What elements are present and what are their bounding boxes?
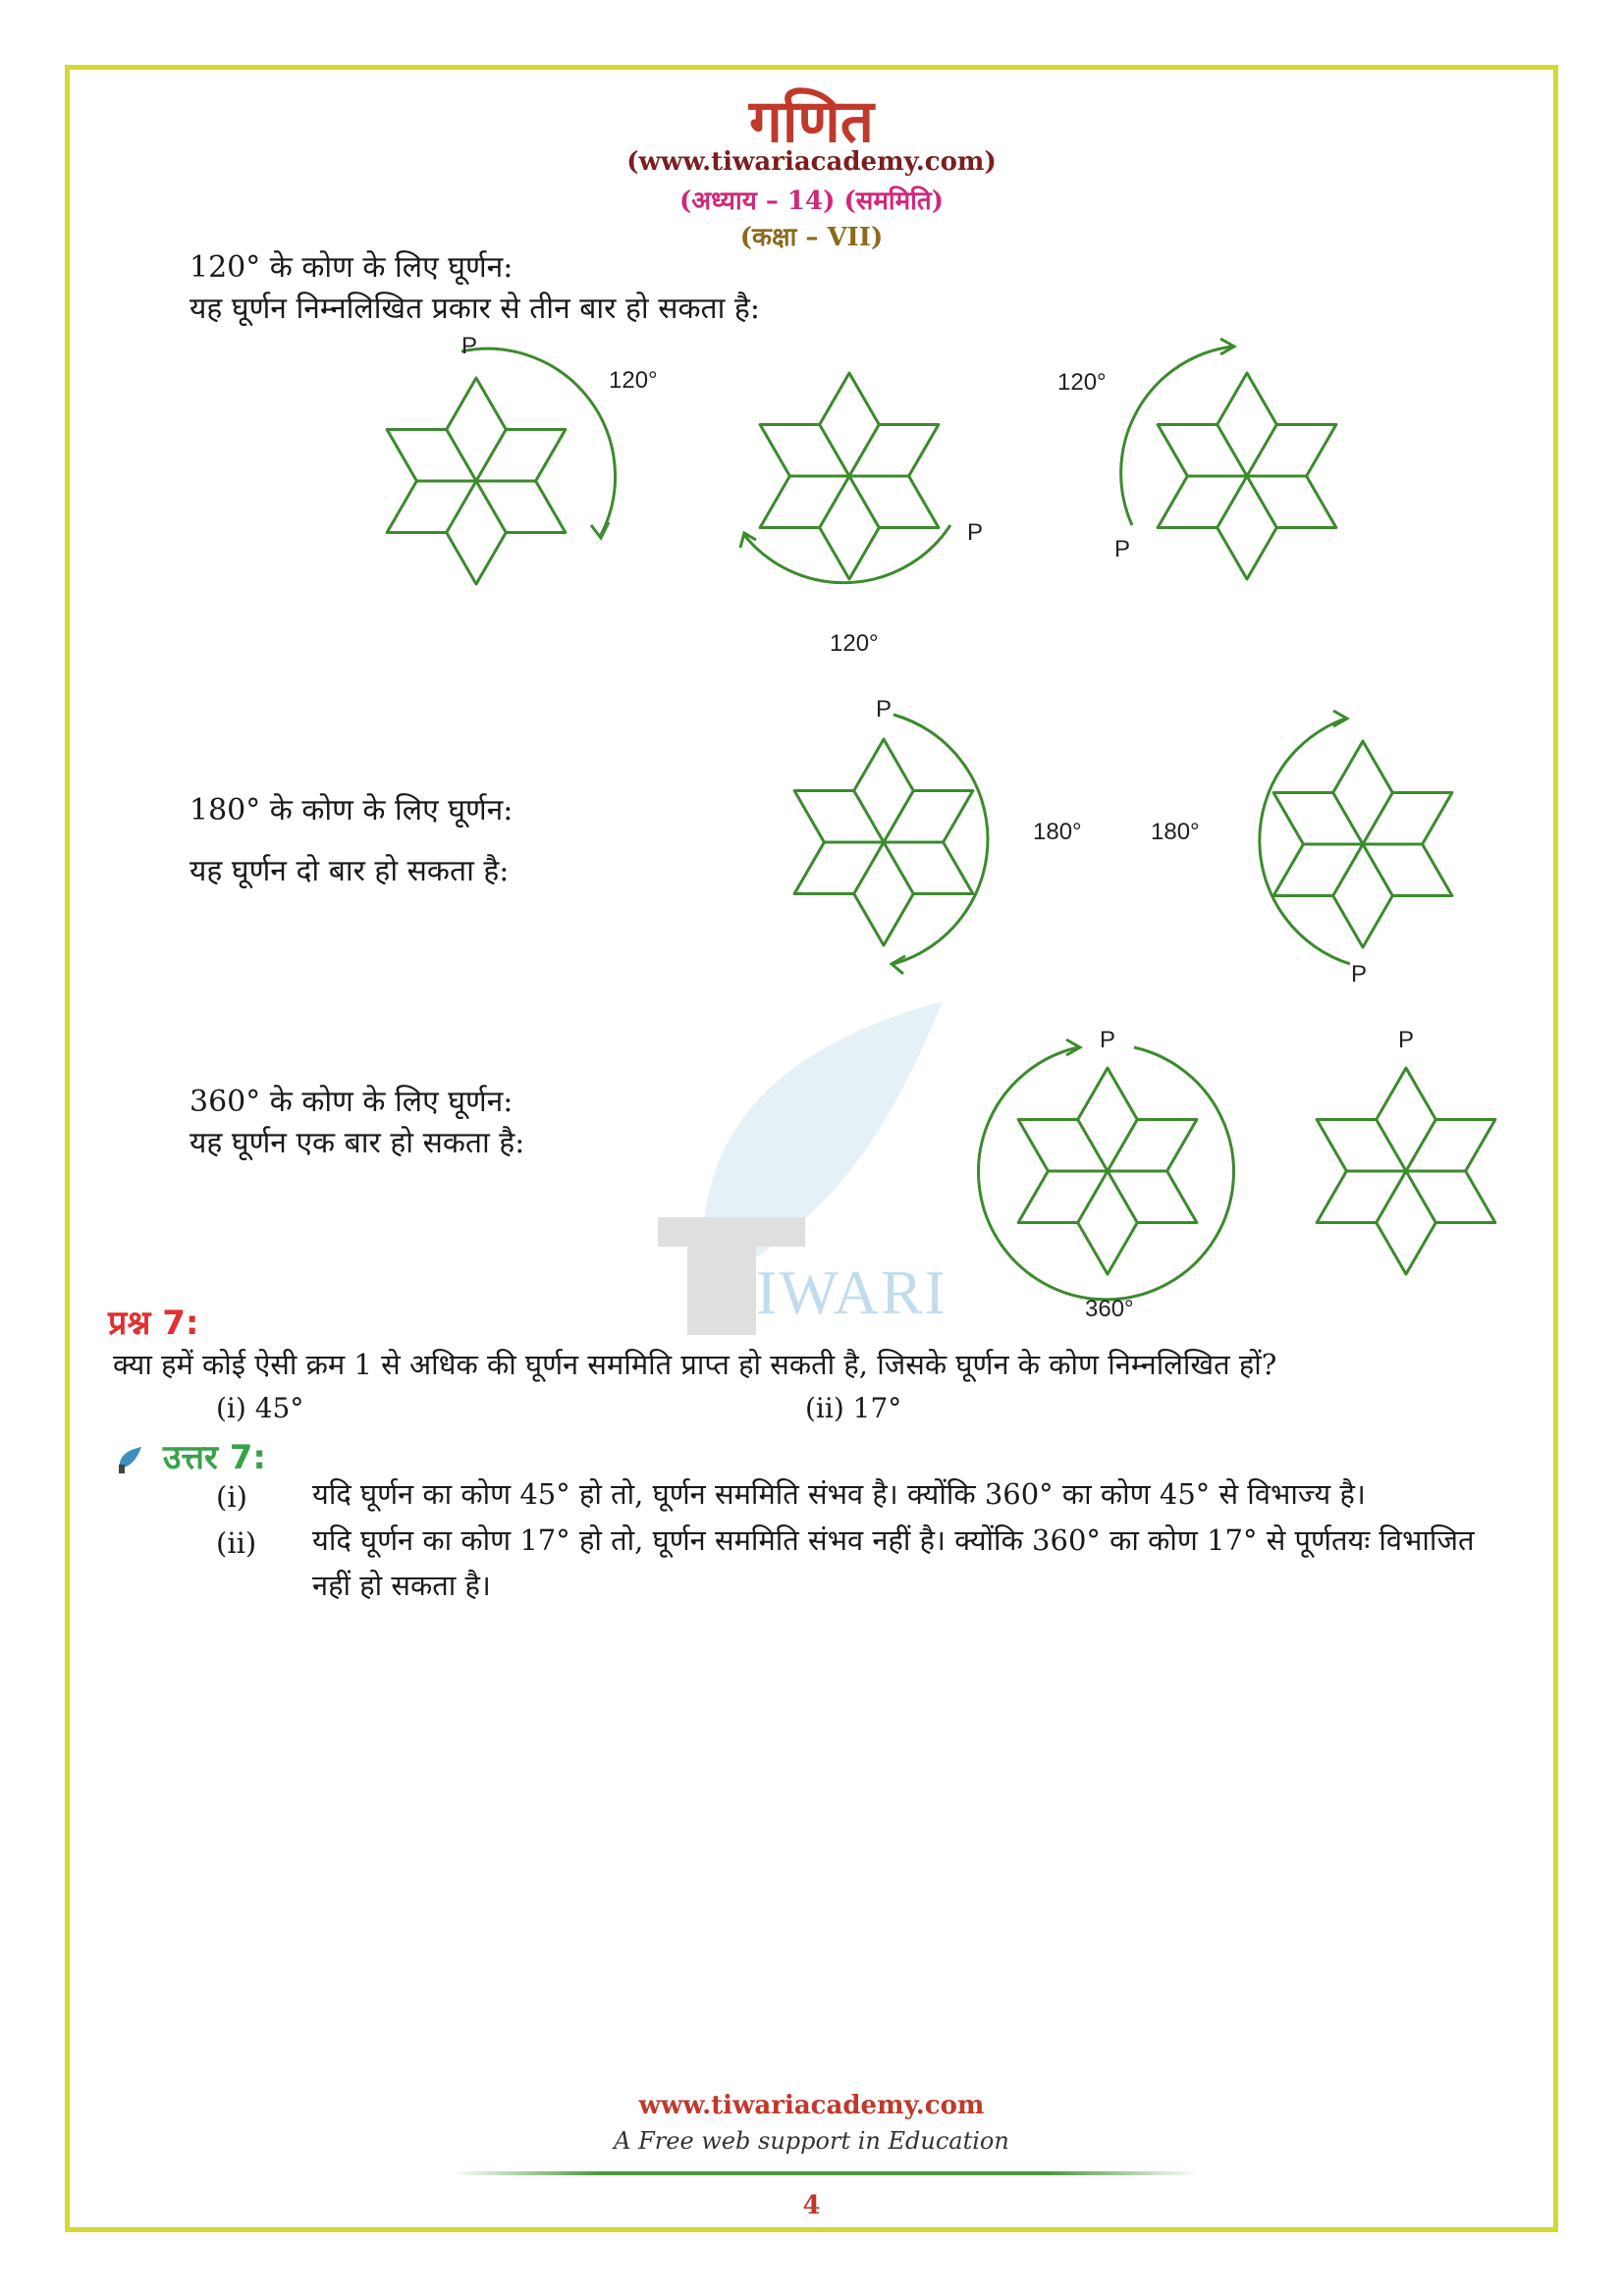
page-number: 4 <box>802 2191 821 2220</box>
arrow-head <box>591 522 609 538</box>
point-label: P <box>1351 961 1368 988</box>
angle-label: 120° <box>1057 369 1107 396</box>
answer-ii-text-line1: यदि घूर्णन का कोण 17° हो तो, घूर्णन सममिति संभव नहीं है। क्योंकि 360° का कोण 17° से पूर्णतयः विभाजित <box>312 1523 1475 1557</box>
section-120-heading: 120° के कोण के लिए घूर्णन: <box>189 250 514 285</box>
point-label: P <box>967 519 984 546</box>
point-label: P <box>876 696 893 722</box>
rotation-arrow <box>461 348 616 535</box>
question-text: क्या हमें कोई ऐसी क्रम 1 से अधिक की घूर्णन सममिति प्राप्त हो सकती है, जिसके घूर्णन के कोण निम्नलिखित हों? <box>113 1348 1277 1381</box>
angle-label: 120° <box>830 630 879 657</box>
section-120-desc: यह घूर्णन निम्नलिखित प्रकार से तीन बार हो सकता है: <box>189 292 760 326</box>
section-360-desc: यह घूर्णन एक बार हो सकता है: <box>189 1126 525 1160</box>
star-hexagram <box>387 378 566 584</box>
star-hexagram <box>1158 373 1336 579</box>
star-hexagram <box>1273 741 1452 947</box>
answer-heading-row <box>116 1433 266 1478</box>
point-label: P <box>461 333 478 359</box>
answer-ii-label: (ii) <box>216 1526 257 1560</box>
rotation-arrow <box>1121 347 1232 525</box>
figure-180-first <box>766 697 1119 982</box>
star-hexagram <box>1317 1068 1495 1274</box>
section-180-desc: यह घूर्णन दो बार हो सकता है: <box>189 854 510 888</box>
header-site-link[interactable]: (www.tiwariacademy.com) <box>626 147 997 177</box>
rotation-arrow <box>893 715 988 964</box>
figure-120-second <box>717 344 1011 658</box>
star-hexagram <box>794 739 973 945</box>
arrow-head <box>892 956 905 974</box>
figure-120-first <box>344 333 658 609</box>
angle-label: 180° <box>1151 819 1200 845</box>
section-180-heading: 180° के कोण के लिए घूर्णन: <box>189 793 514 828</box>
footer-tagline: A Free web support in Education <box>614 2127 1009 2155</box>
footer-divider <box>452 2171 1198 2175</box>
page-title: गणित <box>749 87 874 156</box>
star-hexagram <box>1018 1068 1197 1274</box>
figure-360-first <box>972 1026 1257 1320</box>
tiwari-logo-icon <box>116 1445 145 1474</box>
rotation-arrow <box>1260 719 1350 964</box>
angle-label: 360° <box>1085 1296 1134 1322</box>
figure-120-third <box>1055 329 1380 604</box>
section-360-heading: 360° के कोण के लिए घूर्णन: <box>189 1085 514 1119</box>
point-label: P <box>1114 536 1131 562</box>
answer-heading: उत्तर 7: <box>162 1438 266 1477</box>
question-option-1: (i) 45° <box>216 1392 304 1424</box>
point-label: P <box>1100 1027 1116 1053</box>
angle-label: 180° <box>1033 819 1082 845</box>
question-option-2: (ii) 17° <box>805 1392 902 1424</box>
answer-ii-text-line2: नहीं हो सकता है। <box>312 1569 491 1602</box>
figure-180-second <box>1139 707 1492 991</box>
star-hexagram <box>760 373 939 579</box>
question-heading: प्रश्न 7: <box>108 1304 199 1343</box>
arrow-head <box>1333 711 1347 726</box>
point-label: P <box>1398 1027 1415 1053</box>
answer-i-text: यदि घूर्णन का कोण 45° हो तो, घूर्णन सममिति संभव है। क्योंकि 360° का कोण 45° से विभाज्य है। <box>312 1477 1366 1511</box>
header-class: (कक्षा – VII) <box>739 223 884 252</box>
figure-360-second <box>1296 1026 1532 1301</box>
angle-label: 120° <box>609 367 658 394</box>
answer-i-label: (i) <box>216 1480 247 1514</box>
watermark-text: IWARI <box>756 1257 947 1327</box>
header-chapter: (अध्याय – 14) (सममिति) <box>678 187 945 216</box>
footer-site-link[interactable]: www.tiwariacademy.com <box>638 2091 985 2120</box>
